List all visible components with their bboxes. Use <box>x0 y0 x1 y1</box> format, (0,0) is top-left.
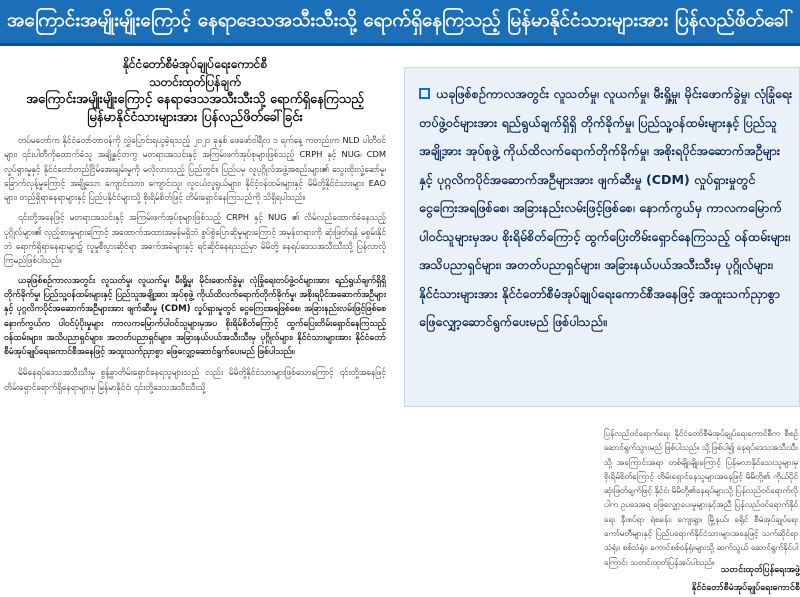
document-type: သတင်းထုတ်ပြန်ချက် <box>149 75 241 89</box>
issuer-name: နိုင်ငံတော်စီမံအုပ်ချုပ်ရေးကောင်စီ <box>122 57 268 71</box>
continuation-paragraph: ပြန်လည်ဝင်ရောက်ရေး နိုင်ငံတော်စီမံအုပ်ချုပ်ရေးကောင်စီက စီစဉ်ဆောင်ရွက်သွားမည် ဖြစ်ပါသည်။ သို့ဖြစ်ပါ၍ နေရပ်ဒေသအသီးသီးသို့ အကြောင်းအရာ တစ်မျိုးမျိုးကြောင့် ပြန်မလာနိုင်သေးသူများမှ စိုးရိမ်စိတ်ကြောင့် တိမ်းရှောင်နေသူများအနေဖြင့် မိမိတို့၏ ကိုယ်ပိုင်ဆုံးဖြတ်ချက်ဖြင့် နိုင်ငံ၊ မိမိတို့၏နေရပ်များသို့ ပြန်လည်ဝင်ရောက်လိုပါက ဥပဒေအရ ဖြေလျှော့ပေးမှုများနှင့်အညီ ပြန်လည်ဝင်ရောက်နိုင်ရေး နီးစပ်ရာ ရဲစခန်း၊ ကျေးရွာ၊ မြို့နယ်၊ ခရိုင် စီမံအုပ်ချုပ်ရေးကော်မတီများနှင့် ပြည်ပရောက်နိုင်ငံသားများအနေဖြင့် သက်ဆိုင်ရာ သံရုံး၊ စစ်သံရုံး၊ ကောင်စစ်ဝန်ရုံးများသို့ ဆက်သွယ် ဆောင်ရွက်နိုင်ပါကြောင်း သတင်းထုတ်ပြန်အပ်ပါသည်။ <box>604 428 798 567</box>
pull-quote-box <box>404 67 800 407</box>
signature-line-2: နိုင်ငံတော်စီမံအုပ်ချုပ်ရေးကောင်စီ <box>691 583 800 593</box>
pull-quote <box>419 80 793 337</box>
body-paragraph-1: တပ်မတော်က နိုင်ငံတော်တာဝန်ကို လွှဲပြောင်းရယူခဲ့ရသည့် ၂၀၂၁ ခုနှစ် ဖေဖော်ဝါရီလ ၁ ရက်နေ့ ကတည်းက NLD ပါတီဝင်များ၊ ၎င်းပါတီကိုထောက်ခံသူ အချို့နှင့်တကွ မတရားအသင်းနှင့် အကြမ်းဖက်အုပ်စုများဖြစ်သည့် CRPH နှင့် NUG၊ CDM လှုပ်ရှားမှုနှင့် နိုင်ငံတော်တည်ငြိမ်အေးချမ်းမှုကို မလိုလားသည့် ပြည်တွင်း၊ ပြည်ပမှ လူပုဂ္ဂိုလ်အဖွဲ့အစည်းများ၏ သွေးထိုးလှုံ့ဆော်မှု၊ ခြောက်လှန့်မှုကြောင့် အချို့သော ကျောင်းသား၊ ကျောင်းသူ၊ လူငယ်လူရွယ်များ၊ နိုင်ငံ့ဝန်ထမ်းများနှင့် မိမိတို့နိုင်ငံသားများ EAO များ၊ တည်ရှိရာနေရာများနှင့် ပြည်ပနိုင်ငံများသို့ စိုးရိမ်စိတ်ဖြင့် တိမ်းရှောင်နေကြသည်ကို သိရှိရပါသည်။ <box>4 135 386 203</box>
statement-column <box>0 55 392 550</box>
continuation-text <box>604 426 798 569</box>
signature-block <box>600 561 800 597</box>
body-paragraph-2: ၎င်းတို့အနေဖြင့် မတရားအသင်းနှင့် အကြမ်းဖက်အုပ်စုများဖြစ်သည့် CRPH နှင့် NUG ၏ လိမ်လည်ထောက်ခံနေသည့် ပုဂ္ဂိုလ်များ၏ လှည့်စားမှုများကြောင့် အထောက်အထားအမှန်မရှိဘဲ စွပ်စွဲပြောဆိုမှုများကြောင့် အမှန်တရားကို ဆုံးဖြတ်ရန် မစွမ်းနိုင်ဘဲ ရောက်ရှိရာနေရာများ၌ လူမှုစီးပွားဆိုင်ရာ အခက်အခဲများနှင့် ရင်ဆိုင်နေရသည်မှာ မိမိတို့ နေရပ်ဒေသအသီးသီးသို့ ပြန်လာလိုကြမည်ဖြစ်ပါသည်။ <box>4 212 386 266</box>
statement-header <box>4 55 386 127</box>
signature-line-1: သတင်းထုတ်ပြန်ရေးအဖွဲ့ <box>720 565 800 575</box>
body-paragraph-3: ယခုဖြစ်စဉ်ကာလအတွင်း လူသတ်မှု၊ လူယက်မှု၊ မီးရှို့မှု၊ မိုင်းဖောက်ခွဲမှု၊ လုံခြုံရေးတပ်ဖွဲ့ဝင်များအား ရည်ရွယ်ချက်ရှိရှိ တိုက်ခိုက်မှု၊ ပြည်သူ့ဝန်ထမ်းများနှင့် ပြည်သူအချို့အား အုပ်စုဖွဲ့ ကိုယ်ထိလက်ရောက်တိုက်ခိုက်မှု၊ အစိုးရပိုင်အဆောက်အဦများနှင့် ပုဂ္ဂလိကပိုင်အဆောက်အဦများအား ဖျက်ဆီးမှု (CDM) လှုပ်ရှားမှုတွင် ငွေကြေးအရဖြစ်စေ၊ အခြားနည်းလမ်းဖြင့်ဖြစ်စေ နောက်ကွယ်က ပါဝင်ပံ့ပိုးမှုများ ကာလကမြောက်ပါဝင်သူများမှအပ စိုးရိမ်စိတ်ကြောင့် ထွက်ပြေးတိမ်းရှောင်နေကြသည့် ဝန်ထမ်းများ၊ အသိပညာရှင်များ၊ အတတ်ပညာရှင်များ၊ အခြားနယ်ပယ်အသီးသီးမှ ပုဂ္ဂိုလ်များ၊ နိုင်ငံသားများအား နိုင်ငံတော်စီမံအုပ်ချုပ်ရေးကောင်စီအနေဖြင့် အထူးသက်ညှာစွာ ဖြေလျှော့ဆောင်ရွက်ပေးမည် ဖြစ်ပါသည်။ <box>4 275 386 358</box>
statement-title-line-2: မြန်မာနိုင်ငံသားများအား ပြန်လည်ဖိတ်ခေါ်ခြင်း <box>87 110 303 125</box>
body-paragraph-4: မိမိနေရပ်ဒေသအသီးသီးမှ စွန့်ခွာတိမ်းရှောင်နေရသူများသည် လည်း မိမိတို့နိုင်ငံသားများဖြစ်သောကြောင့် ၎င်းတို့အနေဖြင့် တိမ်းရှောင်ရောက်ရှိနေရာများမှ မြန်မာနိုင်ငံ၊ ၎င်းတို့ဒေသအသီးသီးသို့ <box>4 367 386 392</box>
pull-quote-text: ယခုဖြစ်စဉ်ကာလအတွင်း လူသတ်မှု၊ လူယက်မှု၊ မီးရှို့မှု၊ မိုင်းဖောက်ခွဲမှု၊ လုံခြုံရေးတပ်ဖွဲ့ဝင်များအား ရည်ရွယ်ချက်ရှိရှိ တိုက်ခိုက်မှု၊ ပြည်သူ့ဝန်ထမ်းများနှင့် ပြည်သူအချို့အား အုပ်စုဖွဲ့ ကိုယ်ထိလက်ရောက်တိုက်ခိုက်မှု၊ အစိုးရပိုင်အဆောက်အဦများနှင့် ပုဂ္ဂလိကပိုင်အဆောက်အဦများအား ဖျက်ဆီးမှု (CDM) လှုပ်ရှားမှုတွင် ငွေကြေးအရဖြစ်စေ၊ အခြားနည်းလမ်းဖြင့်ဖြစ်စေ၊ နောက်ကွယ်မှ ကာလကမြောက်ပါဝင်သူများမှအပ စိုးရိမ်စိတ်ကြောင့် ထွက်ပြေးတိမ်းရှောင်နေကြသည့် ဝန်ထမ်းများ၊ အသိပညာရှင်များ၊ အတတ်ပညာရှင်များ၊ အခြားနယ်ပယ်အသီးသီးမှ ပုဂ္ဂိုလ်များ၊ နိုင်ငံသားများအား နိုင်ငံတော်စီမံအုပ်ချုပ်ရေးကောင်စီအနေဖြင့် အထူးသက်ညှာစွာ ဖြေလျှော့ဆောင်ရွက်ပေးမည် ဖြစ်ပါသည်။ <box>419 86 793 329</box>
statement-title-line-1: အကြောင်းအမျိုးမျိုးကြောင့် နေရာဒေသအသီးသီးသို့ ရောက်ရှိနေကြသည့် <box>26 92 364 107</box>
highlight-column <box>398 55 800 593</box>
headline-banner <box>0 0 800 46</box>
headline-title: အကြောင်းအမျိုးမျိုးကြောင့် နေရာဒေသအသီးသီးသို့ ရောက်ရှိနေကြသည့် မြန်မာနိုင်ငံသားများအား ပြန်လည်ဖိတ်ခေါ် <box>6 8 793 31</box>
square-bullet-icon <box>419 88 430 99</box>
